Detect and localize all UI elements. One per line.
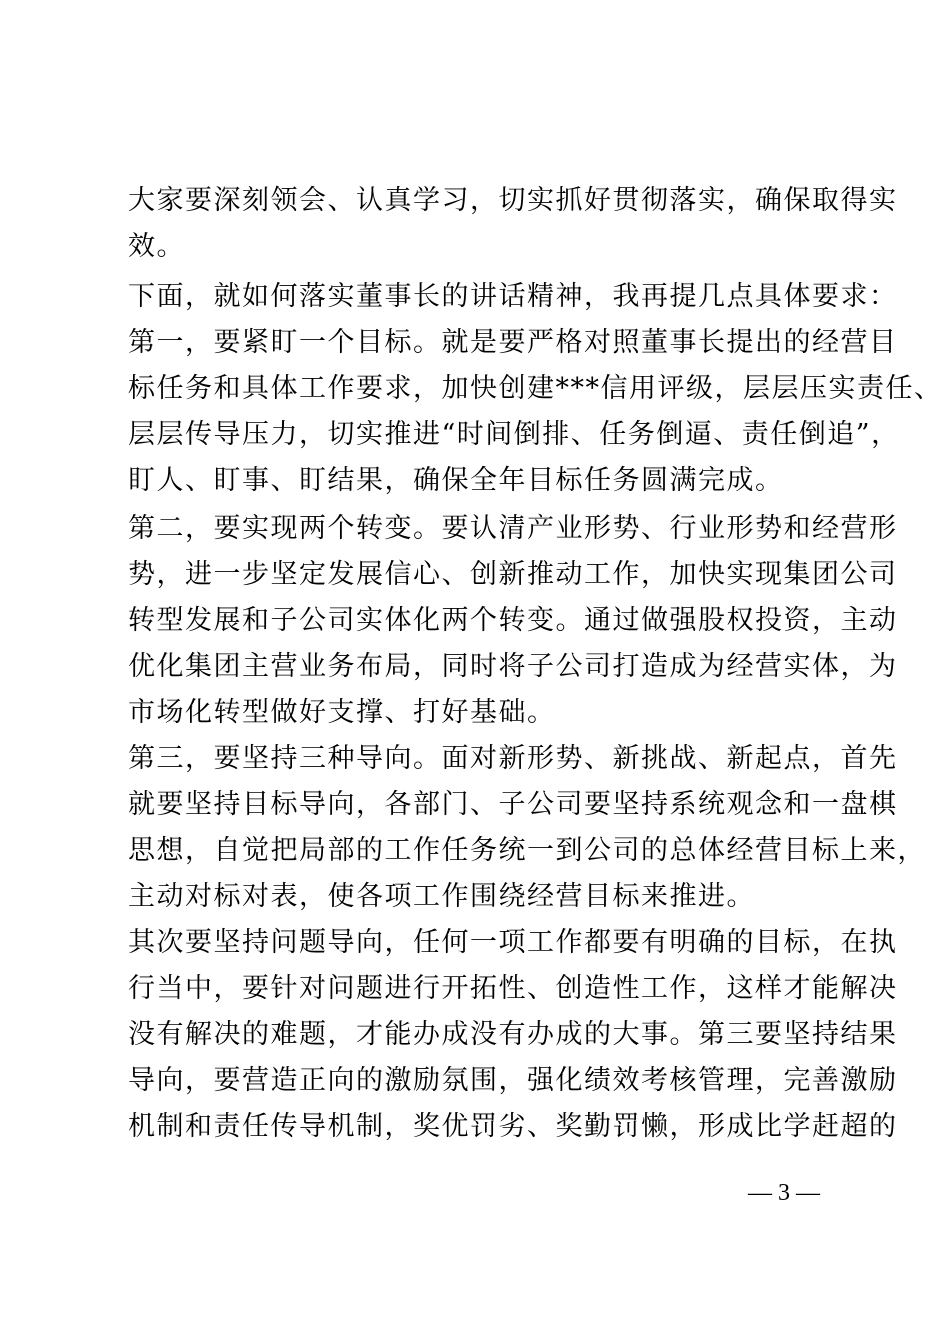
page-number: — 3 — xyxy=(748,1180,820,1206)
text-line: 第三，要坚持三种导向。面对新形势、新挑战、新起点，首先 xyxy=(128,743,898,774)
text-line: 市场化转型做好支撑、打好基础。 xyxy=(128,697,556,728)
text-line: 其次要坚持问题导向，任何一项工作都要有明确的目标，在执 xyxy=(128,927,898,958)
text-line: 思想，自觉把局部的工作任务统一到公司的总体经营目标上来， xyxy=(128,835,926,866)
text-line: 大家要深刻领会、认真学习，切实抓好贯彻落实，确保取得实 xyxy=(128,185,898,216)
text-line: 没有解决的难题，才能办成没有办成的大事。第三要坚持结果 xyxy=(128,1019,898,1050)
text-line: 导向，要营造正向的激励氛围，强化绩效考核管理，完善激励 xyxy=(128,1065,898,1096)
text-line: 标任务和具体工作要求，加快创建***信用评级，层层压实责任、 xyxy=(128,373,943,404)
text-line: 层层传导压力，切实推进“时间倒排、任务倒逼、责任倒追”， xyxy=(128,419,900,450)
text-line: 第二，要实现两个转变。要认清产业形势、行业形势和经营形 xyxy=(128,513,898,544)
text-line: 盯人、盯事、盯结果，确保全年目标任务圆满完成。 xyxy=(128,465,784,496)
text-line: 主动对标对表，使各项工作围绕经营目标来推进。 xyxy=(128,881,755,912)
text-line: 行当中，要针对问题进行开拓性、创造性工作，这样才能解决 xyxy=(128,973,898,1004)
text-line: 优化集团主营业务布局，同时将子公司打造成为经营实体，为 xyxy=(128,651,898,682)
text-line: 转型发展和子公司实体化两个转变。通过做强股权投资，主动 xyxy=(128,605,898,636)
text-line: 就要坚持目标导向，各部门、子公司要坚持系统观念和一盘棋 xyxy=(128,789,898,820)
text-line: 效。 xyxy=(128,231,185,262)
text-line: 下面，就如何落实董事长的讲话精神，我再提几点具体要求： xyxy=(128,281,898,312)
text-line: 势，进一步坚定发展信心、创新推动工作，加快实现集团公司 xyxy=(128,559,898,590)
text-line: 第一，要紧盯一个目标。就是要严格对照董事长提出的经营目 xyxy=(128,327,898,358)
text-line: 机制和责任传导机制，奖优罚劣、奖勤罚懒，形成比学赶超的 xyxy=(128,1111,898,1142)
